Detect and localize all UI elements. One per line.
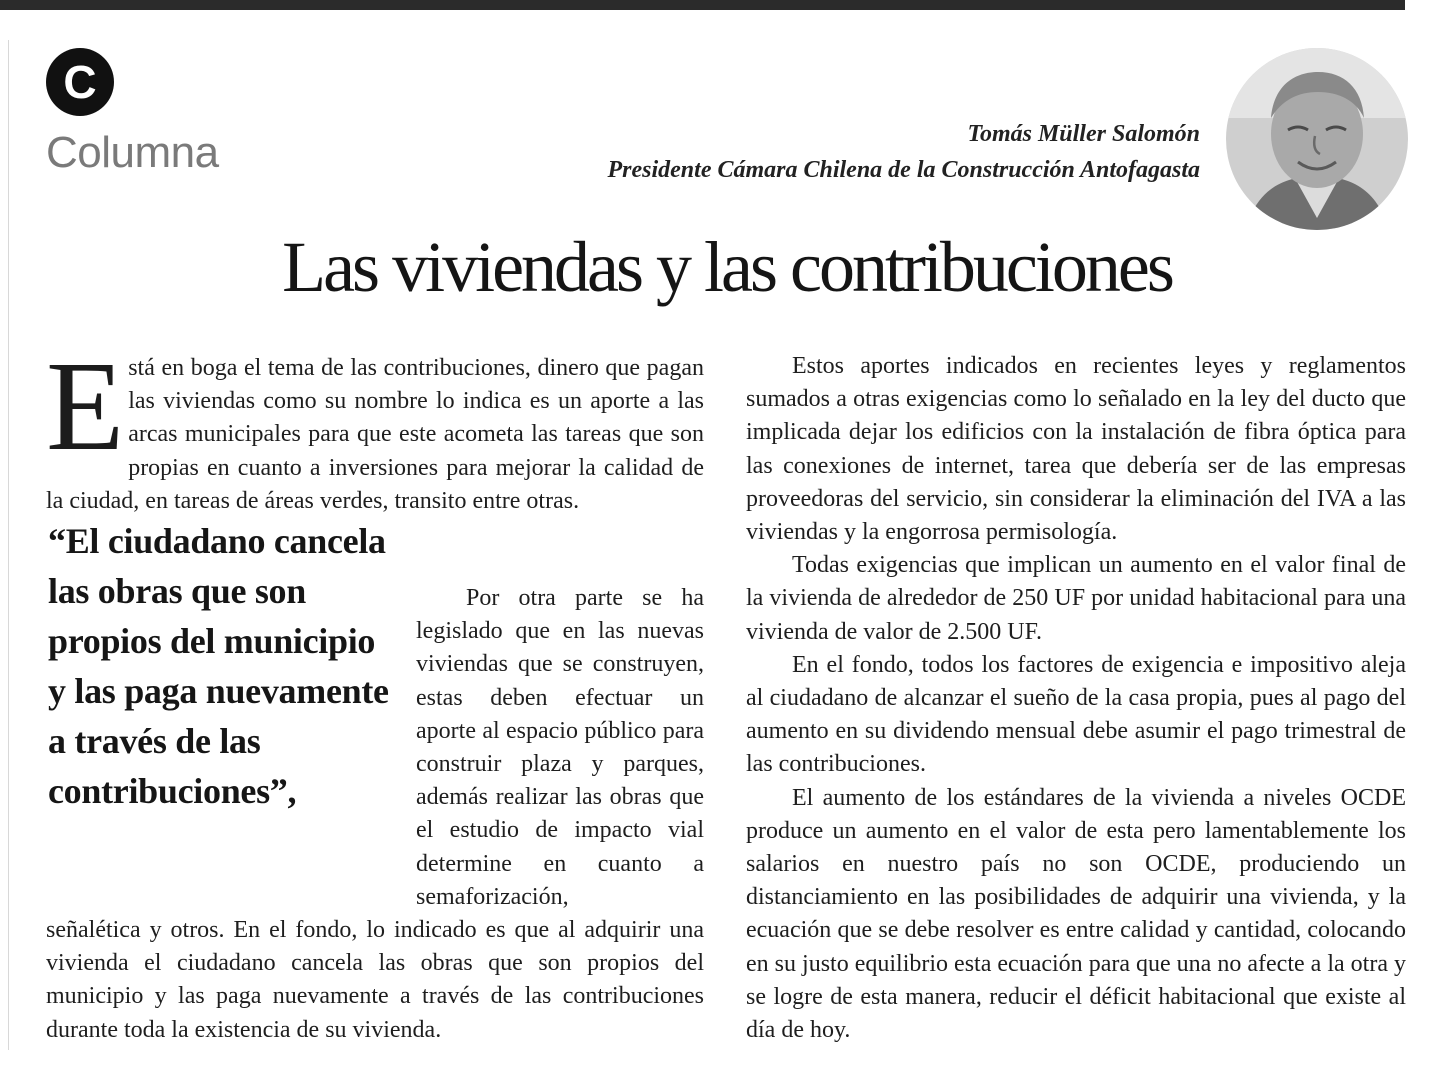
paragraph-3: Estos aportes indicados en recientes leyes y reglamentos sumados a otras exigencias como lo señalado en la ley del ducto que implicada dejar los edificios con la instalación de fibra óptica para las conexiones de internet, tarea que debería ser de las empresas proveedoras del servicio, sin considerar la eliminación del IVA a las viviendas y la engorrosa permisología. — [746, 353, 1406, 546]
paragraph-2-continued: señalética y otros. En el fondo, lo indicado es que al adquirir una vivienda el ciudadano cancela las obras que son propios del municipio y las paga nuevamente a través de las contribuciones durante toda la existencia de su vivienda. — [46, 917, 704, 1043]
paragraph-2: Por otra parte se ha legislado que en las nuevas viviendas que se construyen, estas deben efectuar un aporte al espacio público para construir plaza y parques, además realizar las obras que el estudio de impacto vial determine en cuanto a semaforización, — [416, 585, 704, 910]
article-intro — [46, 335, 704, 518]
paragraph-1: stá en boga el tema de las contribuciones, dinero que pagan las viviendas como su nombre lo indica es un aporte a las arcas municipales para que este acometa las tareas que son propias en cuanto a inversiones para mejorar la calidad de la ciudad, en tareas de áreas verdes, transito entre otras. — [46, 355, 704, 514]
paragraph-6: El aumento de los estándares de la vivienda a niveles OCDE produce un aumento en el valor de esta pero lamentablemente los salarios en nuestro país no son OCDE, produciendo un distanciamiento en las posibilidades de adquirir una vivienda, y la ecuación que se debe resolver es entre calidad y cantidad, colocando en su justo equilibrio esta ecuación para que una no afecte a la otra y se logre de esta manera, reducir el déficit habitacional que existe al día de hoy. — [746, 784, 1406, 1044]
section-label: Columna — [46, 128, 219, 177]
pull-quote: “El ciudadano cancela las obras que son propios del municipio y las paga nuevamente a través de las contribuciones”, — [48, 521, 389, 811]
paragraph-5: En el fondo, todos los factores de exigencia e impositivo aleja al ciudadano de alcanzar el sueño de la casa propia, pues al pago del aumento en su dividendo mensual debe asumir el pago trimestral de las contribuciones. — [746, 651, 1406, 778]
author-photo — [1226, 48, 1408, 230]
right-column — [746, 350, 1406, 1047]
drop-cap: E — [46, 335, 125, 477]
headline: Las viviendas y las contribuciones — [282, 227, 1172, 307]
top-rule — [0, 0, 1405, 10]
byline — [607, 116, 1200, 188]
author-name: Tomás Müller Salomón — [967, 121, 1200, 147]
author-role: Presidente Cámara Chilena de la Construcción Antofagasta — [607, 157, 1200, 183]
paragraph-4: Todas exigencias que implican un aumento en el valor final de la vivienda de alrededor de 250 UF por unidad habitacional para una vivienda de valor de 2.500 UF. — [746, 552, 1406, 645]
left-margin-rule — [8, 40, 9, 1050]
section-badge: C — [46, 48, 114, 116]
